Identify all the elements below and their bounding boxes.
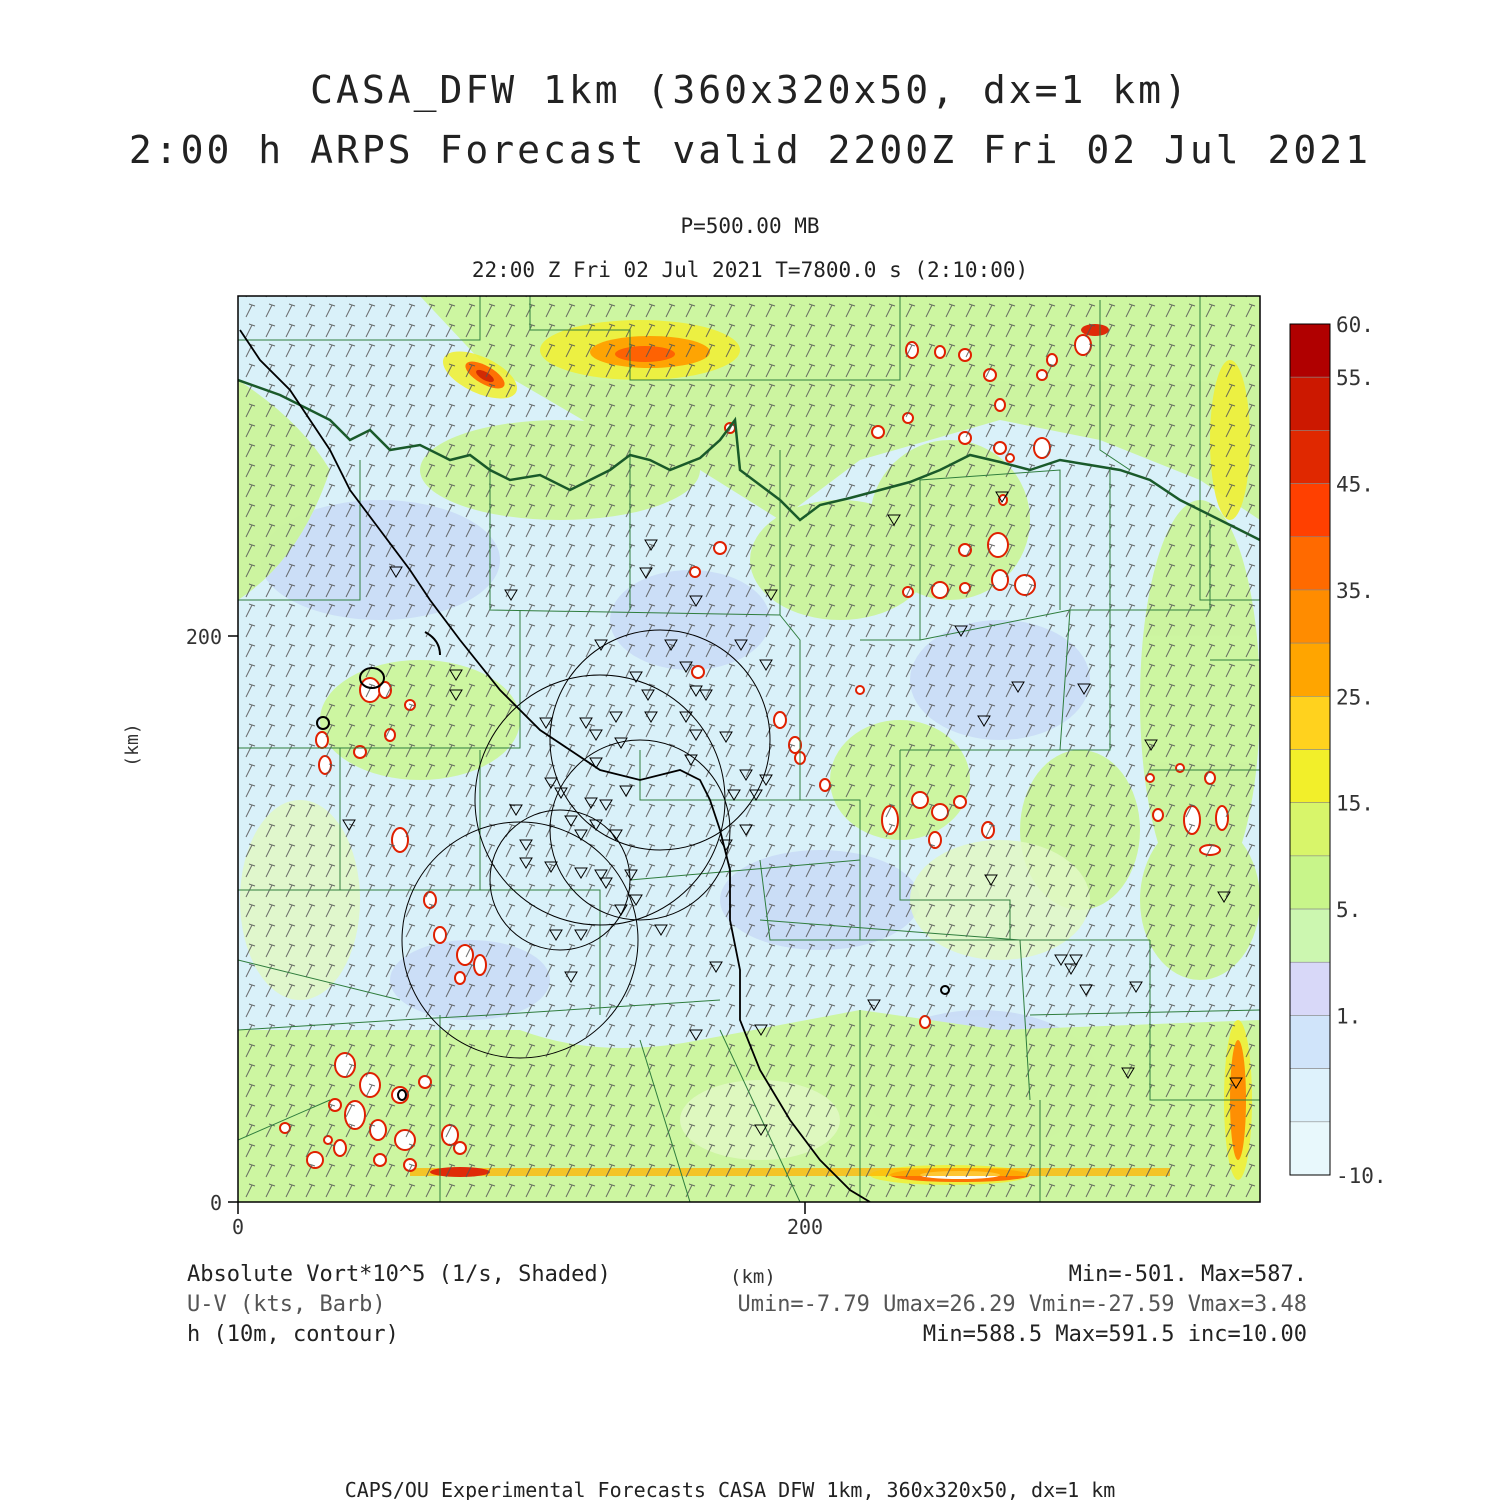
colorbar-swatch <box>1290 590 1330 643</box>
legend-field-wind: U-V (kts, Barb) <box>187 1292 386 1317</box>
colorbar-swatch <box>1290 1069 1330 1122</box>
colorbar-swatch <box>1290 803 1330 856</box>
legend-wind-range: Umin=-7.79 Umax=26.29 Vmin=-27.59 Vmax=3.48 <box>737 1292 1307 1317</box>
colorbar-swatch <box>1290 377 1330 430</box>
colorbar-swatch <box>1290 909 1330 962</box>
colorbar-label: 1. <box>1336 1004 1362 1029</box>
colorbar-swatch <box>1290 750 1330 803</box>
colorbar-label: 45. <box>1336 472 1374 497</box>
colorbar-swatch <box>1290 1122 1330 1175</box>
x-axis-label: (km) <box>730 1266 776 1288</box>
colorbar-swatch <box>1290 484 1330 537</box>
title-line-1: CASA_DFW 1km (360x320x50, dx=1 km) <box>310 68 1190 112</box>
colorbar-label: 60. <box>1336 313 1374 337</box>
colorbar-label: -10. <box>1336 1164 1387 1188</box>
y-axis-label: (km) <box>122 723 143 767</box>
legend-field-vorticity: Absolute Vort*10^5 (1/s, Shaded) <box>187 1262 611 1287</box>
footer-credit: CAPS/OU Experimental Forecasts CASA DFW 1km, 360x320x50, dx=1 km <box>344 1478 1116 1500</box>
colorbar-swatch <box>1290 856 1330 909</box>
colorbar-swatch <box>1290 430 1330 483</box>
pressure-level-label: P=500.00 MB <box>680 214 820 238</box>
x-tick-200: 200 <box>786 1215 824 1239</box>
legend-field-height: h (10m, contour) <box>187 1322 399 1347</box>
colorbar-swatch <box>1290 696 1330 749</box>
title-line-2: 2:00 h ARPS Forecast valid 2200Z Fri 02 Jul 2021 <box>128 128 1372 172</box>
colorbar-swatch <box>1290 324 1330 377</box>
colorbar-swatch <box>1290 1015 1330 1068</box>
x-tick-0: 0 <box>231 1215 245 1239</box>
colorbar-swatch <box>1290 537 1330 590</box>
colorbar-label: 5. <box>1336 898 1362 923</box>
wind-barbs <box>238 296 1260 1202</box>
valid-time-label: 22:00 Z Fri 02 Jul 2021 T=7800.0 s (2:10:00) <box>471 258 1029 282</box>
colorbar-label: 35. <box>1336 578 1374 603</box>
colorbar-label: 55. <box>1336 366 1374 391</box>
colorbar-label: 25. <box>1336 685 1374 710</box>
colorbar <box>1290 313 1387 1188</box>
y-tick-200: 200 <box>185 625 222 649</box>
y-tick-0: 0 <box>209 1191 222 1215</box>
legend-height-range: Min=588.5 Max=591.5 inc=10.00 <box>922 1322 1307 1347</box>
colorbar-swatch <box>1290 643 1330 696</box>
colorbar-label: 15. <box>1336 791 1374 816</box>
legend-vorticity-range: Min=-501. Max=587. <box>1068 1262 1307 1287</box>
colorbar-swatch <box>1290 962 1330 1015</box>
